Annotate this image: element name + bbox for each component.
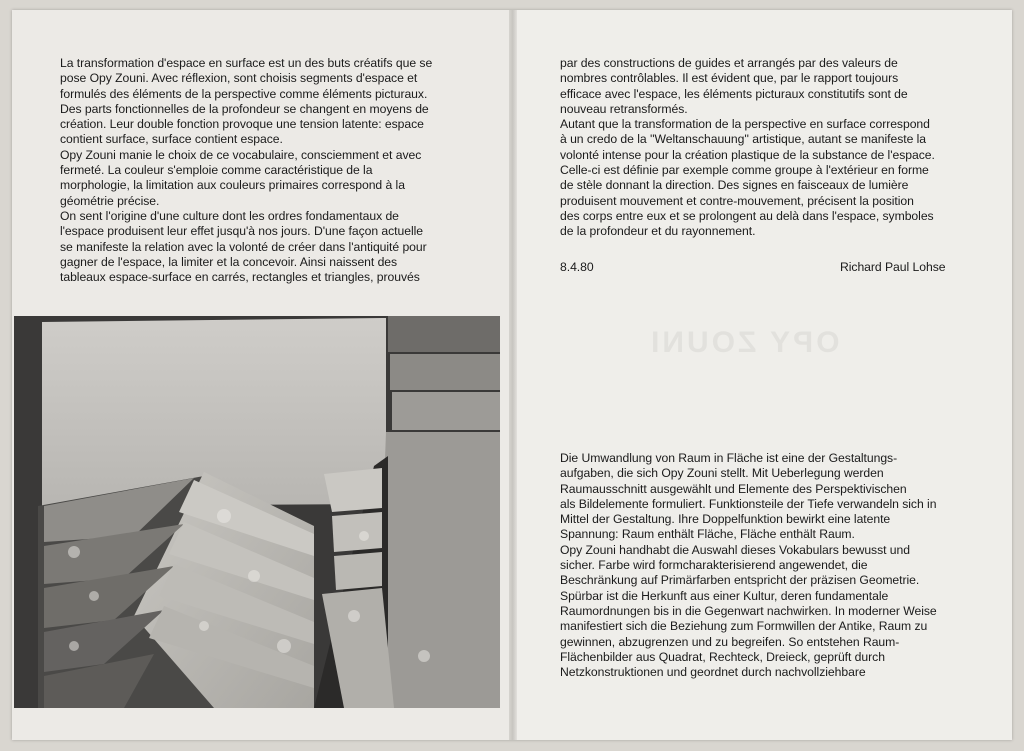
text-line: morphologie, la limitation aux couleurs primaires correspond à la	[60, 178, 405, 193]
text-line: Spannung: Raum enthält Fläche, Fläche enthält Raum.	[560, 527, 855, 542]
french-text-part-2	[560, 56, 956, 240]
text-line: Raumausschnitt ausgewählt und Elemente des Perspektivischen	[560, 481, 907, 496]
text-line: Flächenbilder aus Quadrat, Rechteck, Dreieck, geprüft durch	[560, 649, 885, 664]
show-through-title: OPY ZOUNI	[648, 326, 840, 359]
text-line: contient surface, surface contient espace.	[60, 132, 283, 147]
text-line: Autant que la transformation de la perspective en surface correspond	[560, 117, 930, 132]
text-line: Opy Zouni manie le choix de ce vocabulaire, consciemment et avec	[60, 147, 422, 162]
text-line: manifestiert sich die Beziehung zum Formwillen der Antike, Raum zu	[560, 619, 928, 634]
date: 8.4.80	[560, 260, 594, 274]
text-line: Raumordnungen bis in die Gegenwart nachwirken. In moderner Weise	[560, 603, 937, 618]
text-line: volonté intense pour la création plastique de la substance de l'espace.	[560, 147, 935, 162]
text-line: tableaux espace-surface en carrés, rectangles et triangles, prouvés	[60, 270, 420, 285]
text-line: Celle-ci est définie par exemple comme groupe à l'extérieur en forme	[560, 163, 929, 178]
text-line: Mittel der Gestaltung. Ihre Doppelfunktion bewirkt eine latente	[560, 512, 891, 527]
text-line: gagner de l'espace, la limiter et la concevoir. Ainsi naissent des	[60, 254, 398, 269]
text-line: nombres contrôlables. Il est évident que, par le rapport toujours	[560, 71, 899, 86]
text-line: de stèle donnant la direction. Des signes en faisceaux de lumière	[560, 178, 909, 193]
text-line: Opy Zouni handhabt die Auswahl dieses Vokabulars bewusst und	[560, 542, 910, 557]
text-line: produisent mouvement et contre-mouvement, précisent la position	[560, 193, 914, 208]
text-line: l'espace produisent leur effet jusqu'à nos jours. D'une façon actuelle	[60, 224, 424, 239]
text-line: par des constructions de guides et arrangés par des valeurs de	[560, 56, 898, 70]
german-text	[560, 451, 956, 680]
text-line: géométrie précise.	[60, 193, 160, 208]
text-line: de la profondeur et du rayonnement.	[560, 224, 756, 239]
text-line: à un credo de la ''Weltanschauung'' artistique, autant se manifeste la	[560, 132, 927, 147]
text-line: Spürbar ist die Herkunft aus einer Kultur, deren fundamentale	[560, 588, 889, 603]
french-text-part-1	[60, 56, 452, 285]
text-line: nouveau retransformés.	[560, 101, 688, 116]
text-line: Beschränkung auf Primärfarben entspricht der präzisen Geometrie.	[560, 573, 920, 588]
text-line: pose Opy Zouni. Avec réflexion, sont choisis segments d'espace et	[60, 71, 418, 86]
text-line: gewinnen, abzugrenzen und zu begreifen. So entstehen Raum-	[560, 634, 900, 649]
artwork-photo	[14, 316, 500, 708]
text-line: se manifeste la relation avec la volonté de créer dans l'antiquité pour	[60, 239, 427, 254]
text-line: fermeté. La couleur s'emploie comme caractéristique de la	[60, 163, 373, 178]
text-line: Netzkonstruktionen und geordnet durch nachvollziehbare	[560, 665, 866, 680]
text-line: sicher. Farbe wird formcharakterisierend angewendet, die	[560, 558, 868, 573]
text-line: La transformation d'espace en surface est un des buts créatifs que se	[60, 56, 433, 70]
text-line: Die Umwandlung von Raum in Fläche ist eine der Gestaltungs-	[560, 451, 898, 465]
text-line: Des parts fonctionnelles de la profondeur se changent en moyens de	[60, 101, 429, 116]
author-signature: Richard Paul Lohse	[840, 260, 946, 274]
center-fold	[509, 10, 517, 740]
text-line: formulés des éléments de la perspective comme éléments picturaux.	[60, 86, 428, 101]
text-line: création. Leur double fonction provoque une tension latente: espace	[60, 117, 424, 132]
text-line: On sent l'origine d'une culture dont les ordres fondamentaux de	[60, 208, 399, 223]
text-line: aufgaben, die sich Opy Zouni stellt. Mit Ueberlegung werden	[560, 466, 884, 481]
text-line: des corps entre eux et se prolongent au delà dans l'espace, symboles	[560, 208, 934, 223]
text-line: als Bildelemente formuliert. Funktionsteile der Tiefe verwandeln sich in	[560, 496, 937, 511]
text-line: efficace avec l'espace, les éléments picturaux constitutifs sont de	[560, 86, 908, 101]
